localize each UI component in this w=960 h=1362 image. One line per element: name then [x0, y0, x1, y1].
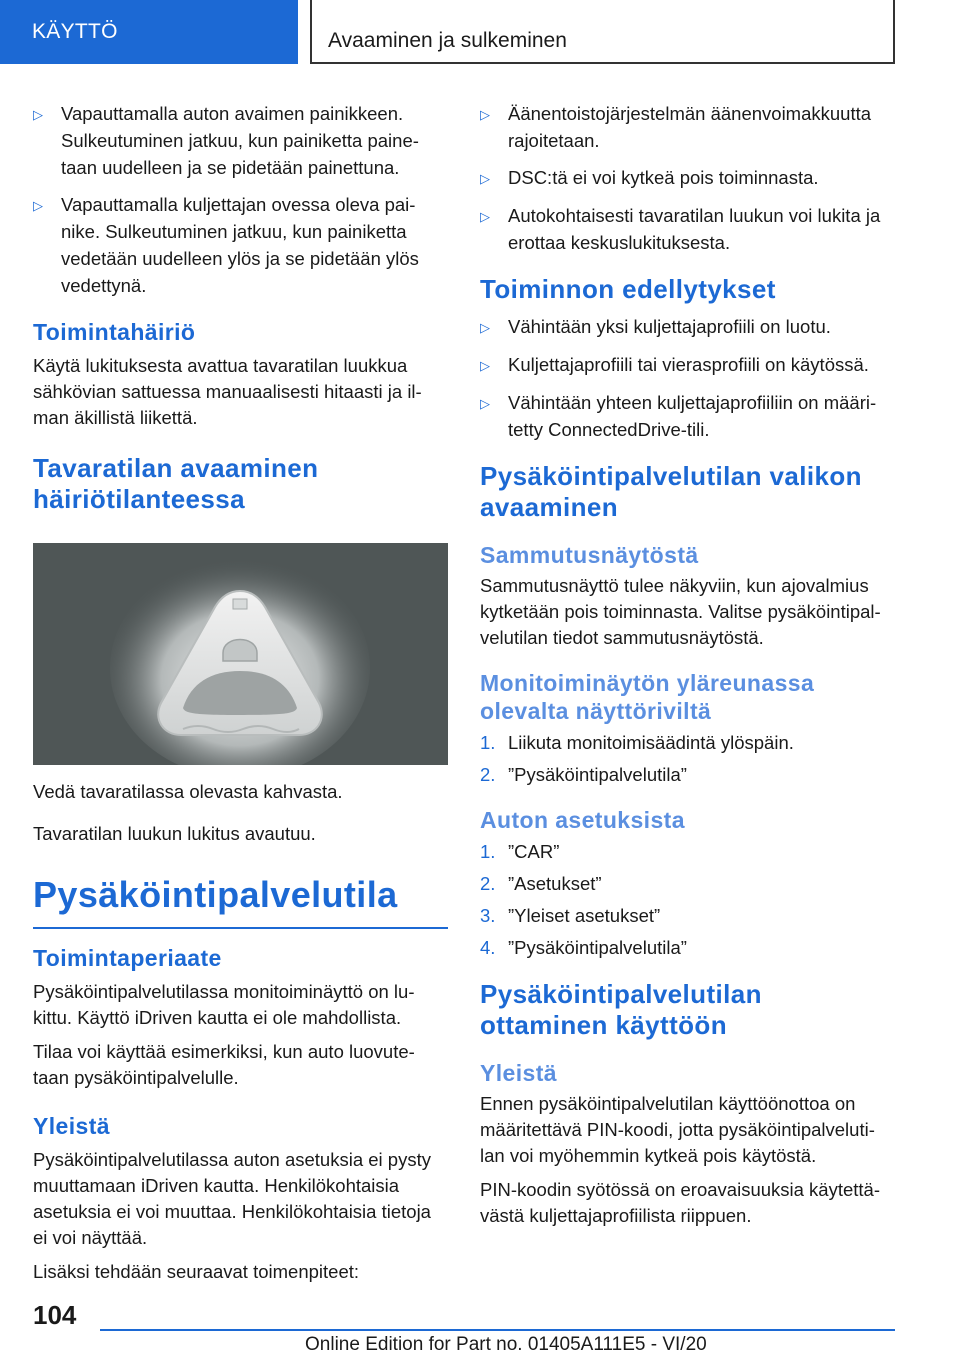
step-text: Liikuta monitoimisäädintä ylöspäin. — [508, 732, 794, 753]
list-item — [480, 934, 895, 961]
step-text: ”Yleiset asetukset” — [508, 905, 661, 926]
main-heading: Pysäköintipalvelutila — [33, 874, 398, 915]
list-item — [33, 191, 448, 299]
bullet-arrow-icon: ▷ — [480, 209, 490, 224]
sammutus-text: Sammutusnäyttö tulee näkyviin, kun ajovalmius kytketään pois toiminnasta. Valitse pysäköintipal-velutilan tiedot sammutusnäytöstä. — [480, 575, 881, 648]
list-item — [480, 100, 895, 154]
yleista-right-p1: Ennen pysäköintipalvelutilan käyttöönottoa on määritettävä PIN-koodi, jotta pysäköintipalveluti-lan voi myöhemmin kytkeä pois käytöstä. — [480, 1093, 875, 1166]
heading-yleista-right: Yleistä — [480, 1060, 557, 1086]
toimintaperiaate-p2: Tilaa voi käyttää esimerkiksi, kun auto luovute-taan pysäköintipalvelulle. — [33, 1041, 415, 1088]
heading-toimintaperiaate: Toimintaperiaate — [33, 945, 222, 971]
footer-edition: Online Edition for Part no. 01405A111E5 - VI/20 — [305, 1334, 707, 1355]
list-item — [480, 202, 895, 256]
heading-auton-asetuksista: Auton asetuksista — [480, 807, 685, 833]
heading-yleista-left: Yleistä — [33, 1113, 110, 1139]
step-number: 3. — [480, 905, 496, 926]
list-item — [480, 838, 895, 865]
section-tab: KÄYTTÖ — [0, 0, 298, 64]
toimintaperiaate-p1: Pysäköintipalvelutilassa monitoiminäyttö on lu-kittu. Käyttö iDriven kautta ei ole mahdollista. — [33, 981, 415, 1028]
left-column — [33, 100, 448, 1293]
list-item — [33, 100, 448, 181]
step-number: 1. — [480, 841, 496, 862]
step-text: ”CAR” — [508, 841, 560, 862]
bullet-arrow-icon: ▷ — [33, 107, 43, 122]
yleista-left-p1: Pysäköintipalvelutilassa auton asetuksia ei pysty muuttamaan iDriven kautta. Henkilökohtaisia asetuksia ei voi muuttaa. Henkilökohtaisia tietoja ei voi näyttää. — [33, 1149, 431, 1248]
step-number: 2. — [480, 764, 496, 785]
footer-rule — [100, 1329, 895, 1331]
bullet-text: DSC:tä ei voi kytkeä pois toiminnasta. — [508, 167, 819, 188]
bullet-text: Kuljettajaprofiili tai vierasprofiili on käytössä. — [508, 354, 869, 375]
list-item — [480, 870, 895, 897]
trunk-handle-illustration — [33, 543, 448, 765]
bullet-arrow-icon: ▷ — [480, 107, 490, 122]
bullet-arrow-icon: ▷ — [480, 396, 490, 411]
heading-tavaratila: Tavaratilan avaaminen häiriötilanteessa — [33, 453, 319, 514]
bullet-text: Autokohtaisesti tavaratilan luukun voi lukita ja erottaa keskuslukituksesta. — [508, 205, 881, 253]
heading-sammutus: Sammutusnäytöstä — [480, 542, 699, 568]
list-item — [480, 761, 895, 788]
list-item — [480, 389, 895, 443]
heading-toimintahairio: Toimintahäiriö — [33, 319, 196, 345]
list-item — [480, 729, 895, 756]
yleista-left-p2: Lisäksi tehdään seuraavat toimenpiteet: — [33, 1261, 360, 1282]
bullet-arrow-icon: ▷ — [480, 171, 490, 186]
bullet-arrow-icon: ▷ — [33, 198, 43, 213]
bullet-text: Vapauttamalla kuljettajan ovessa oleva pai-nike. Sulkeutuminen jatkuu, kun painiketta vedetään uudelleen ylös ja se pidetään ylös vedettynä. — [61, 194, 419, 296]
list-item — [480, 313, 895, 341]
heading-ottaminen: Pysäköintipalvelutilan ottaminen käyttöön — [480, 979, 762, 1040]
step-text: ”Asetukset” — [508, 873, 602, 894]
bullet-arrow-icon: ▷ — [480, 358, 490, 373]
trunk-handle-image — [33, 543, 448, 765]
caption-lock-opens: Tavaratilan luukun lukitus avautuu. — [33, 823, 316, 844]
bullet-text: Vähintään yhteen kuljettajaprofiiliin on määri-tetty ConnectedDrive-tili. — [508, 392, 877, 440]
heading-rule — [33, 927, 448, 929]
step-text: ”Pysäköintipalvelutila” — [508, 937, 687, 958]
toimintahairio-text: Käytä lukituksesta avattua tavaratilan luukkua sähkövian sattuessa manuaalisesti hitaasti ja il-man äkillistä liikettä. — [33, 355, 422, 428]
heading-monitoimi: Monitoiminäytön yläreunassa olevalta näyttöriviltä — [480, 670, 815, 724]
page-number: 104 — [33, 1300, 77, 1330]
bullet-arrow-icon: ▷ — [480, 320, 490, 335]
caption-pull-handle: Vedä tavaratilassa olevasta kahvasta. — [33, 781, 343, 802]
step-number: 2. — [480, 873, 496, 894]
bullet-text: Äänentoistojärjestelmän äänenvoimakkuutta rajoitetaan. — [508, 103, 872, 151]
list-item — [480, 902, 895, 929]
bullet-text: Vapauttamalla auton avaimen painikkeen. Sulkeutuminen jatkuu, kun painiketta paine-taan uudelleen ja se pidetään painettuna. — [61, 103, 419, 178]
step-number: 1. — [480, 732, 496, 753]
bullet-text: Vähintään yksi kuljettajaprofiili on luotu. — [508, 316, 831, 337]
chapter-title — [310, 0, 895, 64]
heading-valikon-avaaminen: Pysäköintipalvelutilan valikon avaaminen — [480, 461, 862, 522]
step-text: ”Pysäköintipalvelutila” — [508, 764, 687, 785]
list-item — [480, 351, 895, 379]
right-column — [480, 100, 895, 1237]
heading-edellytykset: Toiminnon edellytykset — [480, 274, 776, 304]
list-item — [480, 164, 895, 192]
chapter-title-text: Avaaminen ja sulkeminen — [328, 29, 567, 52]
yleista-right-p2: PIN-koodin syötössä on eroavaisuuksia käytettä-västä kuljettajaprofiilista riippuen. — [480, 1179, 881, 1226]
step-number: 4. — [480, 937, 496, 958]
